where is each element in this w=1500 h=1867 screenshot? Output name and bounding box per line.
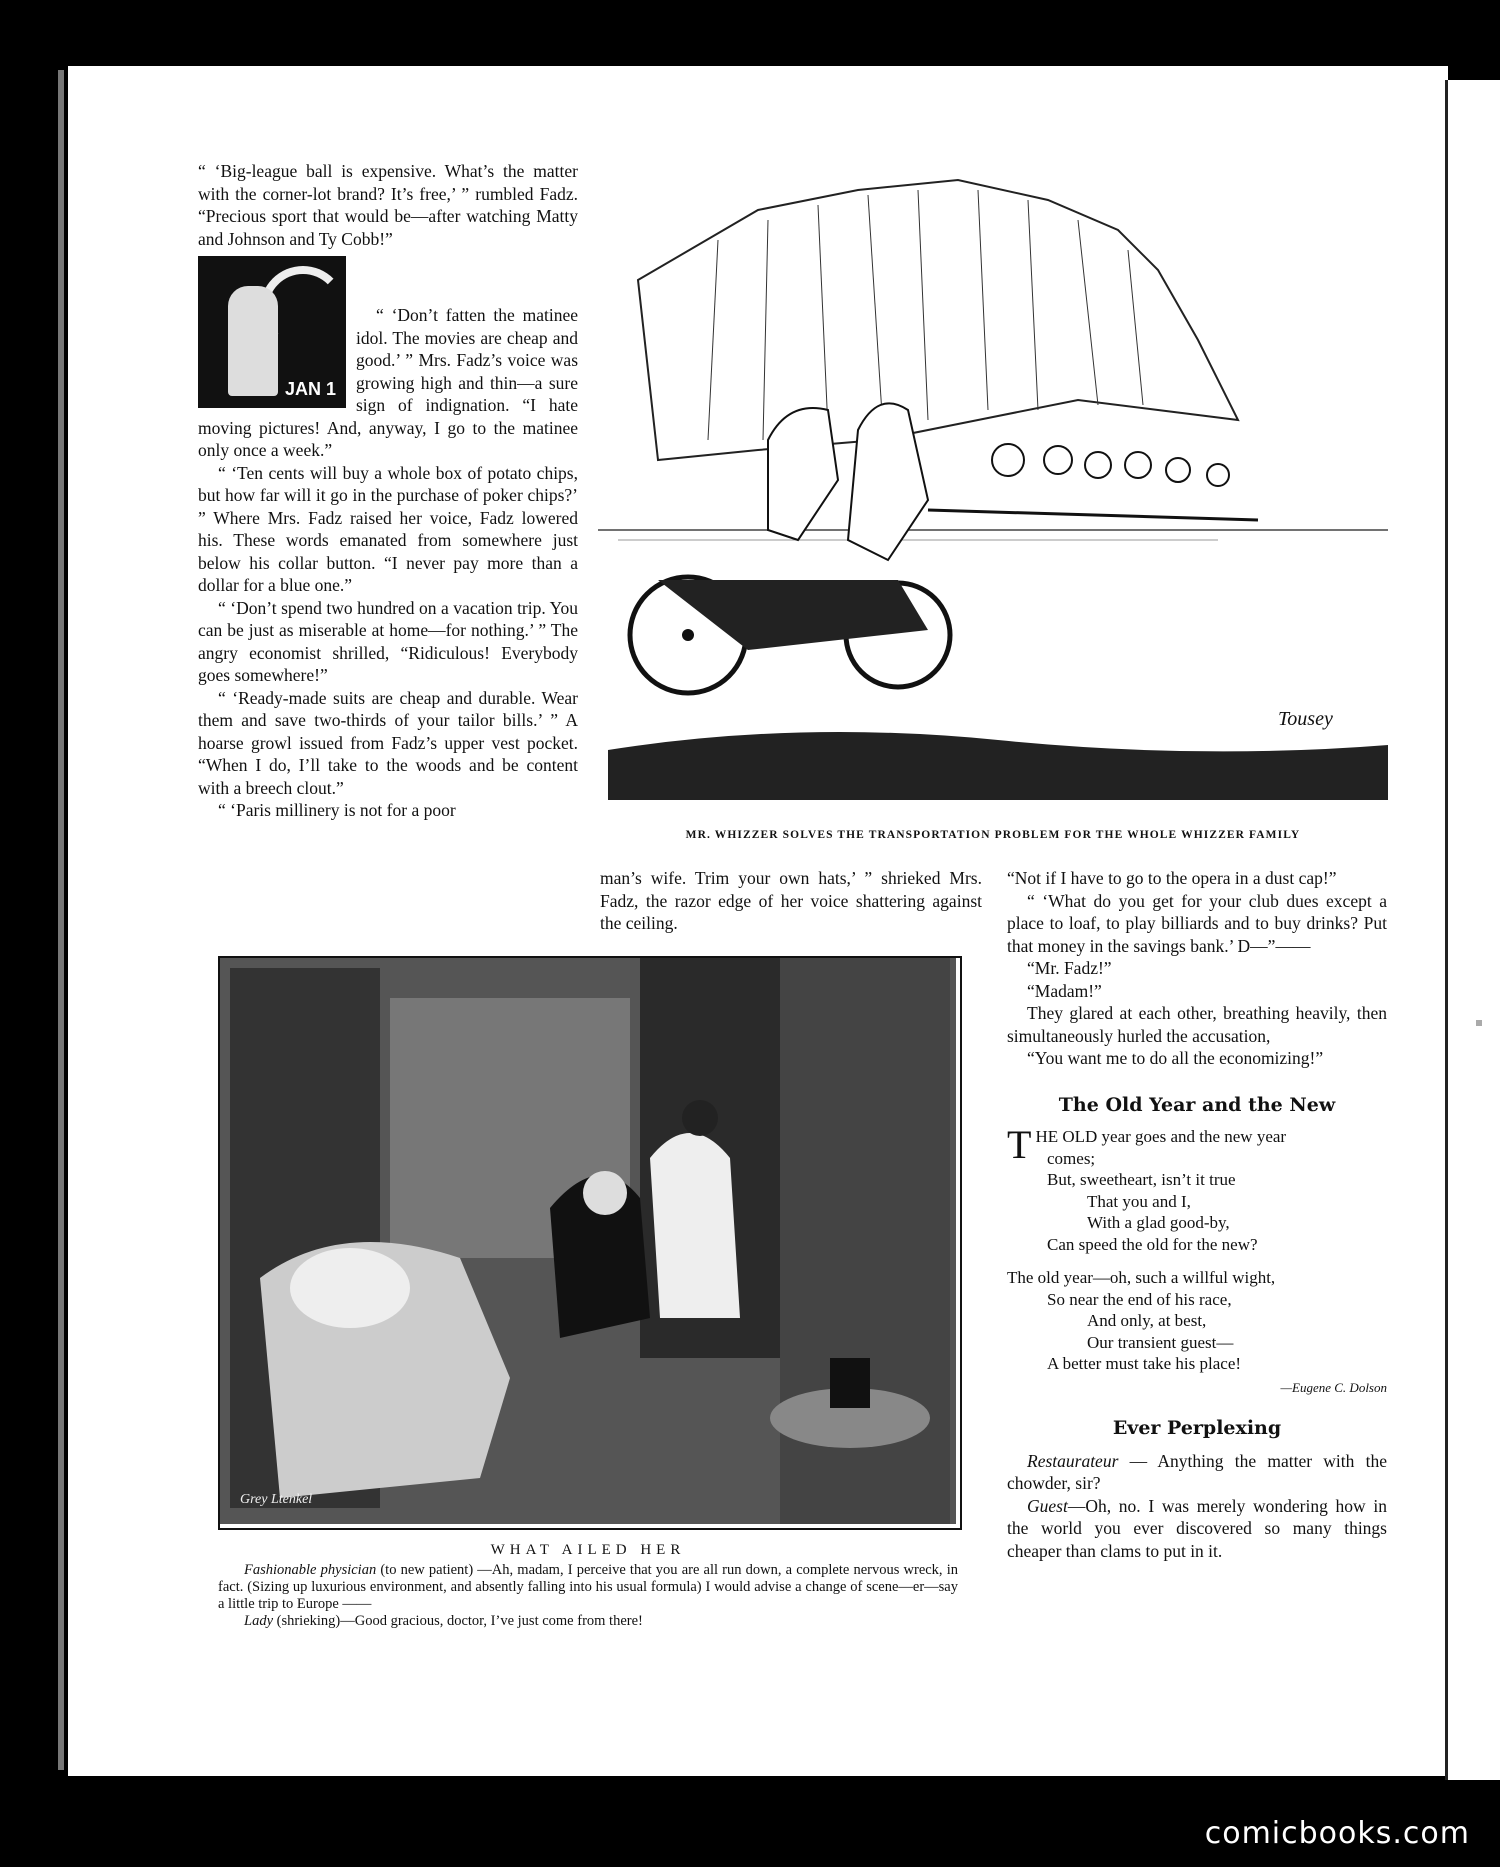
- joke-line-2: [1007, 1495, 1387, 1563]
- poem-line: So near the end of his race,: [1047, 1289, 1232, 1309]
- physician-cartoon: [218, 956, 962, 1530]
- poem-block: [1007, 1094, 1387, 1400]
- poem-line: comes;: [1047, 1148, 1096, 1168]
- speaker: Lady: [244, 1613, 273, 1629]
- poem-line: Can speed the old for the new?: [1047, 1234, 1258, 1254]
- paragraph: “Madam!”: [1027, 980, 1102, 1001]
- calendar-vignette: [198, 256, 346, 408]
- dialogue: — Anything the matter with the chowder, sir?: [1007, 1450, 1387, 1493]
- poem-author: —Eugene C. Dolson: [1280, 1379, 1387, 1395]
- poem-line: The old year—oh, such a willful wight,: [1007, 1268, 1276, 1287]
- paragraph: They glared at each other, breathing heavily, then simultaneously hurled the accusation,: [1007, 1003, 1387, 1046]
- paragraph: “ ‘Ten cents will buy a whole box of potato chips, but how far will it go in the purchase of poker chips?’ ” Where Mrs. Fadz raised her voice, Fadz lowered his. These words emanated from somewhere just below his collar button. “I never pay more than a dollar for a blue one.”: [198, 462, 578, 595]
- joke-block: [1007, 1417, 1387, 1562]
- paragraph: “ ‘Ready-made suits are cheap and durable. Wear them and save two-thirds of your tailor bills.’ ” A hoarse growl issued from Fadz’s upper vest pocket. “When I do, I’ll take to the woods and be content with a breech clout.”: [198, 687, 578, 798]
- paragraph: “ ‘Paris millinery is not for a poor: [218, 800, 456, 820]
- poem-line: A better must take his place!: [1047, 1354, 1242, 1373]
- paragraph: “ ‘Don’t fatten the matinee idol. The movies are cheap and good.’ ” Mrs. Fadz’s voice was growing high and thin—a sure sign of indignation. “I hate moving pictures! And, anyway, I go to the matinee only once a week.”: [198, 305, 578, 460]
- physician-illustration: [220, 958, 956, 1524]
- poem-stanza-2: [1007, 1267, 1387, 1375]
- joke-line-1: [1007, 1450, 1387, 1495]
- column-3: [1007, 867, 1387, 1562]
- dialogue: (shrieking)—Good gracious, doctor, I’ve just come from there!: [273, 1613, 643, 1629]
- physician-caption-body: [218, 1562, 958, 1630]
- poem-line: Our transient guest—: [1087, 1332, 1234, 1352]
- calendar-label: JAN 1: [281, 378, 340, 401]
- paragraph: “ ‘What do you get for your club dues except a place to loaf, to play billiards and to buy drinks? Put that money in the savings bank.’ D—”——: [1007, 890, 1387, 956]
- poem-line: HE OLD year goes and the new year: [1035, 1127, 1287, 1146]
- motorcycle-caption: MR. WHIZZER SOLVES THE TRANSPORTATION PROBLEM FOR THE WHOLE WHIZZER FAMILY: [685, 829, 1301, 841]
- column-2: [600, 867, 982, 935]
- svg-text:Tousey: Tousey: [1278, 708, 1333, 730]
- poem-line: That you and I,: [1087, 1191, 1191, 1211]
- dialogue: —Oh, no. I was merely wondering how in the world you ever discovered so many things cheaper than clams to put in it.: [1007, 1495, 1387, 1561]
- page-spine: [58, 70, 64, 1770]
- paragraph: man’s wife. Trim your own hats,’ ” shrieked Mrs. Fadz, the razor edge of her voice shattering against the ceiling.: [600, 868, 982, 933]
- column-1-continued: [198, 252, 578, 822]
- speaker: Fashionable physician: [244, 1562, 377, 1578]
- column-1: [198, 160, 578, 250]
- poem-line: And only, at best,: [1087, 1311, 1207, 1330]
- next-page-edge: [1445, 80, 1500, 1780]
- paragraph: “You want me to do all the economizing!”: [1027, 1048, 1324, 1068]
- physician-caption-title: WHAT AILED HER: [490, 1542, 686, 1558]
- motorcycle-illustration: [598, 160, 1388, 810]
- site-watermark: comicbooks.com: [1204, 1816, 1470, 1851]
- svg-text:Grey Ltenkel: Grey Ltenkel: [240, 1492, 313, 1507]
- drop-cap: T: [1007, 1122, 1032, 1167]
- paragraph: “ ‘Don’t spend two hundred on a vacation trip. You can be just as miserable at home—for nothing.’ ” The angry economist shrilled, “Ridiculous! Everybody goes somewhere!”: [198, 597, 578, 685]
- speaker: Guest: [1027, 1495, 1068, 1516]
- poem-line: But, sweetheart, isn’t it true: [1047, 1170, 1236, 1189]
- poem-line: With a glad good-by,: [1087, 1213, 1230, 1232]
- paragraph: “Not if I have to go to the opera in a dust cap!”: [1007, 868, 1337, 888]
- paragraph: “Mr. Fadz!”: [1027, 958, 1112, 978]
- joke-title: Ever Perplexing: [1112, 1417, 1282, 1439]
- paragraph: “ ‘Big-league ball is expensive. What’s the matter with the corner-lot brand? It’s free,’ ” rumbled Fadz. “Precious sport that would be—after watching Matty and Johnson and Ty Cobb!”: [198, 161, 578, 249]
- page-speck: [1476, 1020, 1482, 1026]
- poem-stanza-1: [1007, 1122, 1387, 1255]
- motorcycle-cartoon: [598, 160, 1388, 810]
- dialogue: (to new patient) —Ah, madam, I perceive that you are all run down, a complete nervous wreck, in fact. (Sizing up luxurious environment, and absently falling into his usual formula) I would advise a change of scene—er—say a little trip to Europe ——: [218, 1562, 958, 1612]
- poem-title: The Old Year and the New: [1058, 1093, 1336, 1116]
- speaker: Restaurateur: [1027, 1450, 1119, 1471]
- father-time-figure: [228, 286, 278, 396]
